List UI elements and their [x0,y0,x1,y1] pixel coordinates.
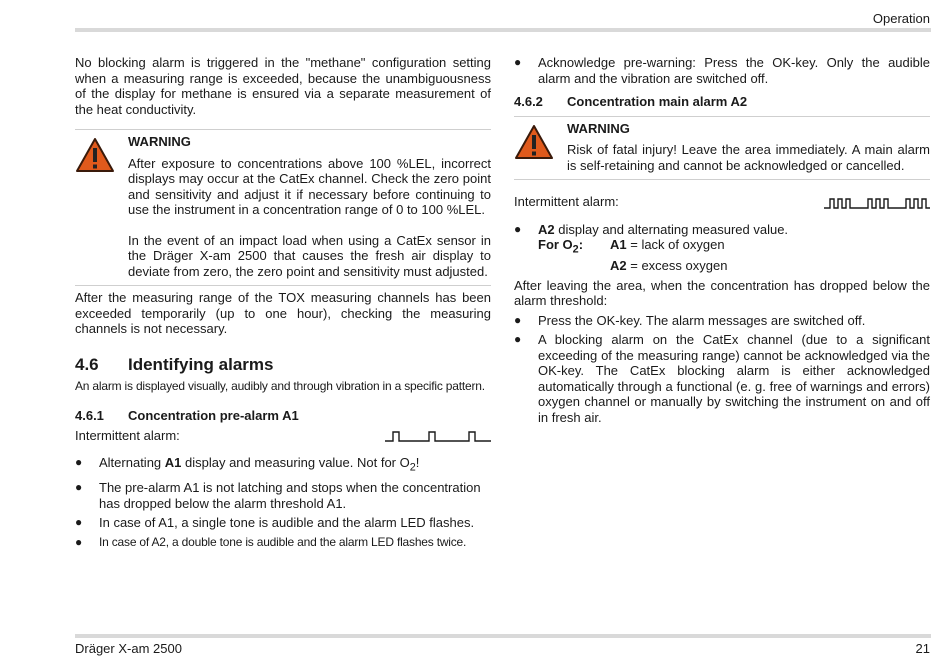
footer-product: Dräger X-am 2500 [75,641,182,656]
bullet-text-part: display and measuring value. Not for O [181,455,410,470]
o2-a1-text: = lack of oxygen [626,237,725,252]
warning-body [128,134,491,279]
subsection-heading-a2 [514,94,930,110]
o2-a2-text: = excess oxygen [626,258,728,274]
tox-paragraph: After the measuring range of the TOX measuring channels has been exceeded temporarily (up to one hour), checking the measuring channels is not necessary. [75,290,491,336]
bullet-icon: ● [75,515,83,530]
warning-body [567,121,930,174]
bullet-bold-a1: A1 [164,455,182,470]
bullet-icon: ● [514,312,522,327]
intermittent-row-a2 [514,194,930,210]
subscript: 2 [572,243,579,256]
warning-triangle-icon [75,137,115,173]
list-item [75,515,491,531]
warning-paragraph-2: In the event of an impact load when using a CatEx sensor in the Dräger X-am 2500 that causes the fresh air display to deviate from zero, the zero point and sensitivity must adjusted. [128,232,491,279]
warning-title: WARNING [567,120,630,136]
bullet-icon: ● [75,455,83,469]
for-o2-text: For O [538,237,573,252]
bullet-icon: ● [514,55,522,69]
o2-a1-bold: A1 [610,237,627,252]
section-number: 4.6 [75,354,99,374]
list-item [514,313,930,329]
for-o2-label [538,237,610,258]
bullet-text [538,222,930,238]
section-intro: An alarm is displayed visually, audibly and through vibration in a specific pattern. [75,378,485,393]
section-title: Identifying alarms [128,354,274,374]
bullet-text: Acknowledge pre-warning: Press the OK-key. Only the audible alarm and the vibration are switched off. [538,55,930,86]
subsection-number: 4.6.1 [75,408,104,423]
warning-title: WARNING [128,134,191,149]
methane-intro-paragraph: No blocking alarm is triggered in the "methane" configuration setting when a measuring range is exceeded, because the unambiguousness of the display for methane is ensured via a separate measurement of the heat conductivity. [75,55,491,117]
alarm-pulse-pattern-icon [824,196,930,210]
bullet-text: In case of A1, a single tone is audible and the alarm LED flashes. [99,515,475,531]
bullet-icon: ● [75,480,83,495]
bullet-text: In case of A2, a double tone is audible and the alarm LED flashes twice. [99,534,467,549]
bullet-text: The pre-alarm A1 is not latching and stops when the concentration has dropped below the alarm threshold A1. [99,480,481,511]
section-heading [75,355,491,375]
intermittent-label: Intermittent alarm: [75,427,180,443]
warning-paragraph-1: After exposure to concentrations above 100 %LEL, incorrect displays may occur at the CatEx channel. Check the zero point and sensitivity and adjust it if necessary before continuing to use the instrument in a concentration range of 0 to 100 %LEL. [128,155,491,217]
header-rule [75,28,931,32]
warning-bottom-rule [75,285,491,286]
intermittent-row-a1 [75,428,491,444]
list-item [514,222,930,238]
o2-a2-bold: A2 [610,258,627,274]
fatal-injury-warning-box [514,117,930,180]
list-item [75,480,491,511]
o2-row-2 [514,258,930,274]
bullet-icon: ● [75,534,83,549]
warning-triangle-icon [514,124,554,160]
bullet-bold-a2: A2 [538,221,555,237]
subsection-heading-a1 [75,408,491,424]
for-o2-colon: : [578,237,584,252]
list-item [75,455,491,476]
bullet-text: A blocking alarm on the CatEx channel (due to a significant exceeding of the measuring range) cannot be acknowledged via the OK-key. The CatEx blocking alarm is either acknowledged automatically through a functional (e. g. free of warnings and errors) oxygen channel or manually by switching the instrument on and off in fresh air. [538,332,930,425]
warning-icon-wrap [514,121,567,174]
bullet-text-part: Alternating [99,455,165,470]
bullet-icon: ● [514,221,522,236]
bullet-text-part: display and alternating measured value. [554,221,789,237]
o2-a1-def [610,237,725,258]
bullet-text [99,455,491,476]
a1-bullet-list [75,455,491,550]
warning-bottom-rule [514,179,930,180]
left-column [75,55,491,554]
a2-bullet-list [514,222,930,274]
footer-rule [75,634,931,638]
subsection-number: 4.6.2 [514,94,543,109]
after-leaving-paragraph: After leaving the area, when the concentration has dropped below the alarm threshold: [514,277,930,309]
bullet-text: Press the OK-key. The alarm messages are switched off. [538,312,866,328]
warning-paragraph: Risk of fatal injury! Leave the area immediately. A main alarm is self-retaining and cannot be acknowledged or cancelled. [567,142,930,173]
bullet-text-part: ! [415,455,420,470]
page-header-section: Operation [872,11,930,26]
list-item [514,55,930,86]
right-column [514,55,930,429]
list-item [75,535,491,551]
intermittent-label: Intermittent alarm: [514,194,619,209]
catex-warning-box [75,130,491,285]
footer-page-number: 21 [915,641,930,656]
subsection-title: Concentration main alarm A2 [567,94,748,109]
warning-icon-wrap [75,134,128,279]
o2-row-1 [514,237,930,258]
subsection-title: Concentration pre-alarm A1 [128,408,299,423]
alarm-pulse-pattern-icon [385,429,491,443]
list-item [514,332,930,425]
bullet-icon: ● [514,332,522,347]
subscript: 2 [409,461,416,474]
o2-a2-def [610,258,727,274]
